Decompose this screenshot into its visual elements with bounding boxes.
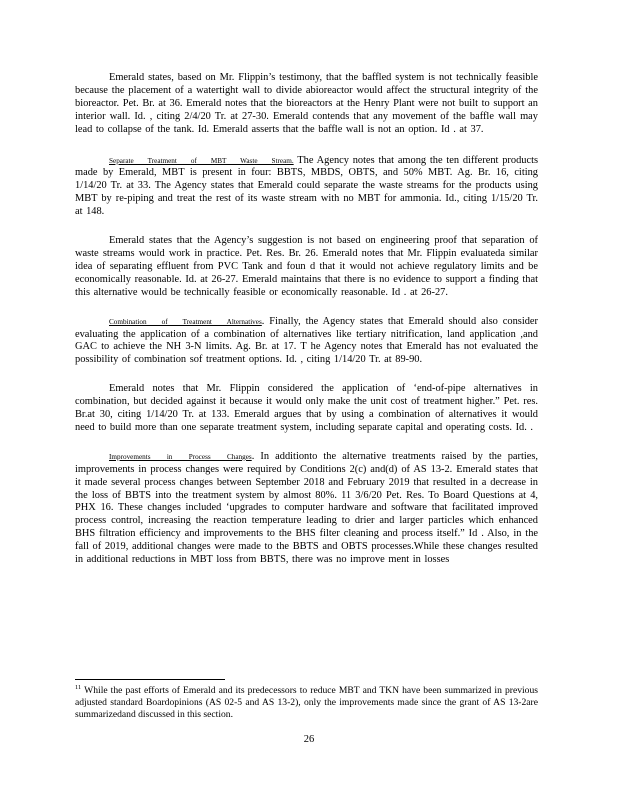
paragraph-text: . Finally, the Agency states that Emerald should also consider evaluating the application of a combination of alternatives like tertiary nitrification, land application ,and GAC to achieve the NH 3-N limits. Ag. Br. at 17. T he Agency notes that Emerald has not evaluated the possibility of combination sof treatment options. Id. , citing 1/14/20 Tr. at 89-90.	[75, 315, 538, 366]
footnote-text: While the past efforts of Emerald and its predecessors to reduce MBT and TKN have been summarized in previous adjusted standard Boardopinions (AS 02-5 and AS 13-2), only the improvements made since the grant of AS 13-2are summarizedand discussed in this section.	[75, 685, 538, 721]
footnote	[75, 685, 538, 722]
paragraph-text: Emerald states, based on Mr. Flippin’s testimony, that the baffled system is not technically feasible because the placement of a watertight wall to divide abioreactor would affect the structural integrity of the bioreactor. Pet. Br. at 36. Emerald notes that the bioreactors at the Henry Plant were not built to support an interior wall. Id. , citing 2/4/20 Tr. at 27-30. Emerald contends that any movement of the baffle wall may lead to collapse of the tank. Id. Emerald asserts that the baffle wall is not an option. Id . at 37.	[75, 72, 538, 135]
paragraph-emerald-response	[75, 235, 538, 300]
section-heading: Separate Treatment of MBT Waste Stream.	[109, 156, 294, 165]
paragraph-text: Emerald states that the Agency’s suggestion is not based on engineering proof that separation of waste streams would work in practice. Pet. Res. Br. 26. Emerald notes that Mr. Flippin evaluateda similar idea of separating effluent from PVC Tank and foun d that it would not achieve regulatory limits and be economically reasonable. Id. at 26-27. Emerald maintains that there is no evidence to support a finding that this alternative would be technically feasible or economically reasonable. Id . at 26-27.	[75, 235, 538, 298]
page-number: 26	[303, 734, 315, 745]
paragraph-combination	[75, 316, 538, 368]
document-body	[75, 72, 538, 583]
paragraph-baffled-system	[75, 72, 538, 137]
section-heading: Improvements in Process Changes	[109, 452, 252, 461]
paragraph-process-changes	[75, 451, 538, 567]
paragraph-text: The Agency notes that among the ten different products made by Emerald, MBT is present in four: BBTS, MBDS, OBTS, and 50% MBT. Ag. Br. 16, citing 1/14/20 Tr. at 33. The Agency states that Emerald could separate the waste streams for the products using MBT by re-piping and treat the rest of its waste stream with no MBT for ammonia. Id., citing 1/15/20 Tr. at 148.	[75, 154, 539, 218]
footnote-divider	[75, 679, 225, 680]
paragraph-text: Emerald notes that Mr. Flippin considered the application of ‘end-of-pipe alternatives in combination, but decided against it because it would only make the unit cost of treatment higher.” Pet. res. Br.at 30, citing 1/14/20 Tr. at 133. Emerald argues that by using a combination of alternatives it would need to build more than one separate treatment system, including separate capital and operating costs. Id. .	[75, 383, 538, 433]
paragraph-separate-treatment	[75, 155, 538, 220]
footnote-marker: 11	[75, 683, 82, 691]
paragraph-text: . In additionto the alternative treatments raised by the parties, improvements in process changes were required by Conditions 2(c) and(d) of AS 13-2. Emerald states that it made several process changes between September 2018 and February 2019 that resulted in a decrease in the loss of BBTS into the treatment system by almost 80%. 11 3/6/20 Pet. Res. To Board Questions at 4, PHX 16. These changes included ‘upgrades to computer hardware and software that facilitated improved process control, increasing the reaction temperature leading to drier and larger particles which enhanced BHS filtration efficiency and improvements to the BHS filter cleaning and process itself.” Id . Also, in the fall of 2019, additional changes were made to the BBTS and OBTS processes.While these changes resulted in additional reductions in MBT loss from BBTS, there was no improve ment in losses	[75, 450, 538, 566]
section-heading: Combination of Treatment Alternatives	[109, 317, 262, 326]
paragraph-end-of-pipe	[75, 383, 538, 435]
